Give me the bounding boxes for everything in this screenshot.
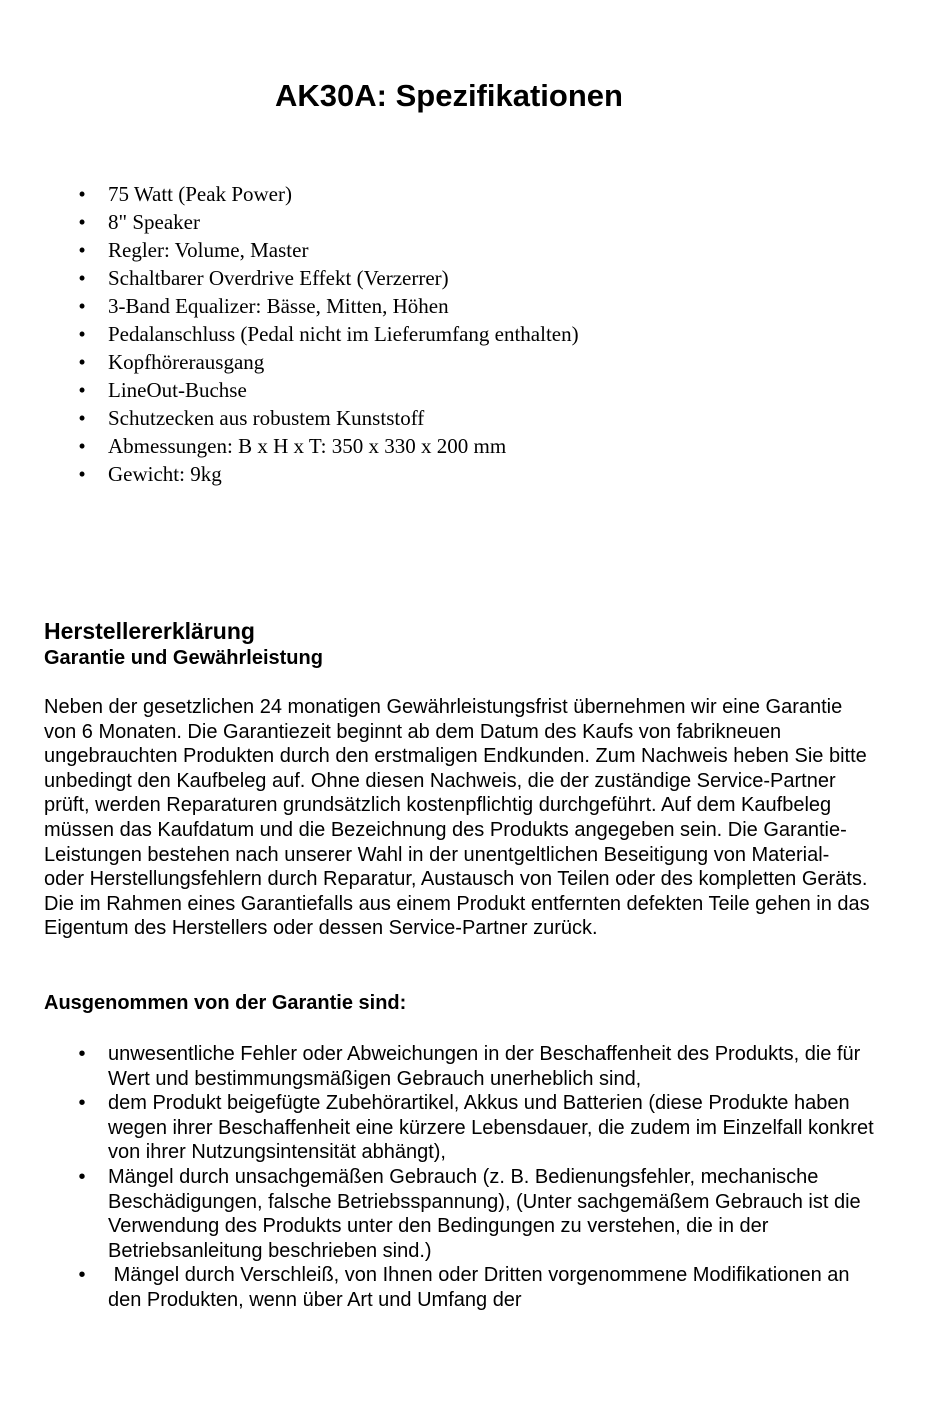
- spec-item: [76, 208, 579, 236]
- bullet-icon: •: [78, 1264, 86, 1287]
- spec-text: Kopfhörerausgang: [108, 350, 265, 374]
- exclusion-text: Mängel durch Verschleiß, von Ihnen oder Dritten vorgenommene Modifikationen an den Produkten, wenn über Art und Umfang der: [108, 1264, 856, 1311]
- spec-text: Pedalanschluss (Pedal nicht im Lieferumfang enthalten): [108, 322, 579, 346]
- spec-text: LineOut-Buchse: [108, 378, 247, 402]
- exclusion-text: unwesentliche Fehler oder Abweichungen in der Beschaffenheit des Produkts, die für Wert und bestimmungsmäßigen Gebrauch unerheblich sind,: [108, 1043, 861, 1090]
- bullet-icon: •: [78, 406, 86, 430]
- bullet-icon: •: [78, 210, 86, 234]
- exclusion-item: [76, 1165, 876, 1263]
- spec-item: [76, 348, 579, 376]
- spec-item: [76, 236, 579, 264]
- spec-item: [76, 264, 579, 292]
- bullet-icon: •: [78, 350, 86, 374]
- spec-item: [76, 292, 579, 320]
- warranty-paragraph: Neben der gesetzlichen 24 monatigen Gewährleistungsfrist übernehmen wir eine Garantie von 6 Monaten. Die Garantiezeit beginnt ab dem Datum des Kaufs von fabrikneuen ungebrauchten Produkten durch den erstmaligen Endkunden. Zum Nachweis heben Sie bitte unbedingt den Kaufbeleg auf. Ohne diesen Nachweis, die der zuständige Service-Partner prüft, werden Reparaturen grundsätzlich kostenpflichtig durchgeführt. Auf dem Kaufbeleg müssen das Kaufdatum und die Bezeichnung des Produkts angegeben sein. Die Garantie-Leistungen bestehen nach unserer Wahl in der unentgeltlichen Beseitigung von Material- oder Herstellungsfehlern durch Reparatur, Austausch von Teilen oder des kompletten Geräts. Die im Rahmen eines Garantiefalls aus einem Produkt entfernten defekten Teile gehen in das Eigentum des Herstellers oder dessen Service-Partner zurück.: [44, 696, 870, 940]
- warranty-subheading: Garantie und Gewährleistung: [44, 647, 323, 669]
- spec-list: [76, 180, 579, 488]
- bullet-icon: •: [78, 182, 86, 206]
- bullet-icon: •: [78, 462, 86, 486]
- bullet-icon: •: [78, 294, 86, 318]
- spec-item: [76, 460, 579, 488]
- bullet-icon: •: [78, 434, 86, 458]
- spec-text: Schaltbarer Overdrive Effekt (Verzerrer): [108, 266, 449, 290]
- spec-text: 75 Watt (Peak Power): [108, 182, 292, 206]
- exclusion-item: [76, 1091, 876, 1165]
- exclusion-list: [76, 1042, 876, 1313]
- spec-text: Schutzecken aus robustem Kunststoff: [108, 406, 425, 430]
- spec-text: 3-Band Equalizer: Bässe, Mitten, Höhen: [108, 294, 449, 318]
- page-title: AK30A: Spezifikationen: [275, 78, 623, 113]
- bullet-icon: •: [78, 266, 86, 290]
- exclusion-text: dem Produkt beigefügte Zubehörartikel, Akkus und Batterien (diese Produkte haben wegen ihrer Beschaffenheit eine kürzere Lebensdauer, die zudem im Einzelfall konkret von ihrer Nutzungsintensität abhängt),: [108, 1092, 874, 1164]
- bullet-icon: •: [78, 1165, 86, 1188]
- spec-text: Regler: Volume, Master: [108, 238, 309, 262]
- spec-item: [76, 404, 579, 432]
- exclusion-item: [76, 1042, 876, 1091]
- spec-item: [76, 376, 579, 404]
- spec-text: 8" Speaker: [108, 210, 200, 234]
- bullet-icon: •: [78, 1092, 86, 1115]
- exclusion-text: Mängel durch unsachgemäßen Gebrauch (z. B. Bedienungsfehler, mechanische Beschädigungen, falsche Betriebsspannung), (Unter sachgemäßem Gebrauch ist die Verwendung des Produkts unter den Bedingungen zu verstehen, die in der Betriebsanleitung beschrieben sind.): [108, 1165, 861, 1262]
- bullet-icon: •: [78, 238, 86, 262]
- bullet-icon: •: [78, 378, 86, 402]
- spec-text: Gewicht: 9kg: [108, 462, 222, 486]
- spec-item: [76, 180, 579, 208]
- exclusion-item: [76, 1263, 876, 1312]
- bullet-icon: •: [78, 1043, 86, 1065]
- exclusions-heading: Ausgenommen von der Garantie sind:: [44, 992, 407, 1014]
- spec-text: Abmessungen: B x H x T: 350 x 330 x 200 mm: [108, 434, 507, 458]
- bullet-icon: •: [78, 322, 86, 346]
- declaration-heading: Herstellererklärung: [44, 618, 255, 644]
- spec-item: [76, 432, 579, 460]
- spec-item: [76, 320, 579, 348]
